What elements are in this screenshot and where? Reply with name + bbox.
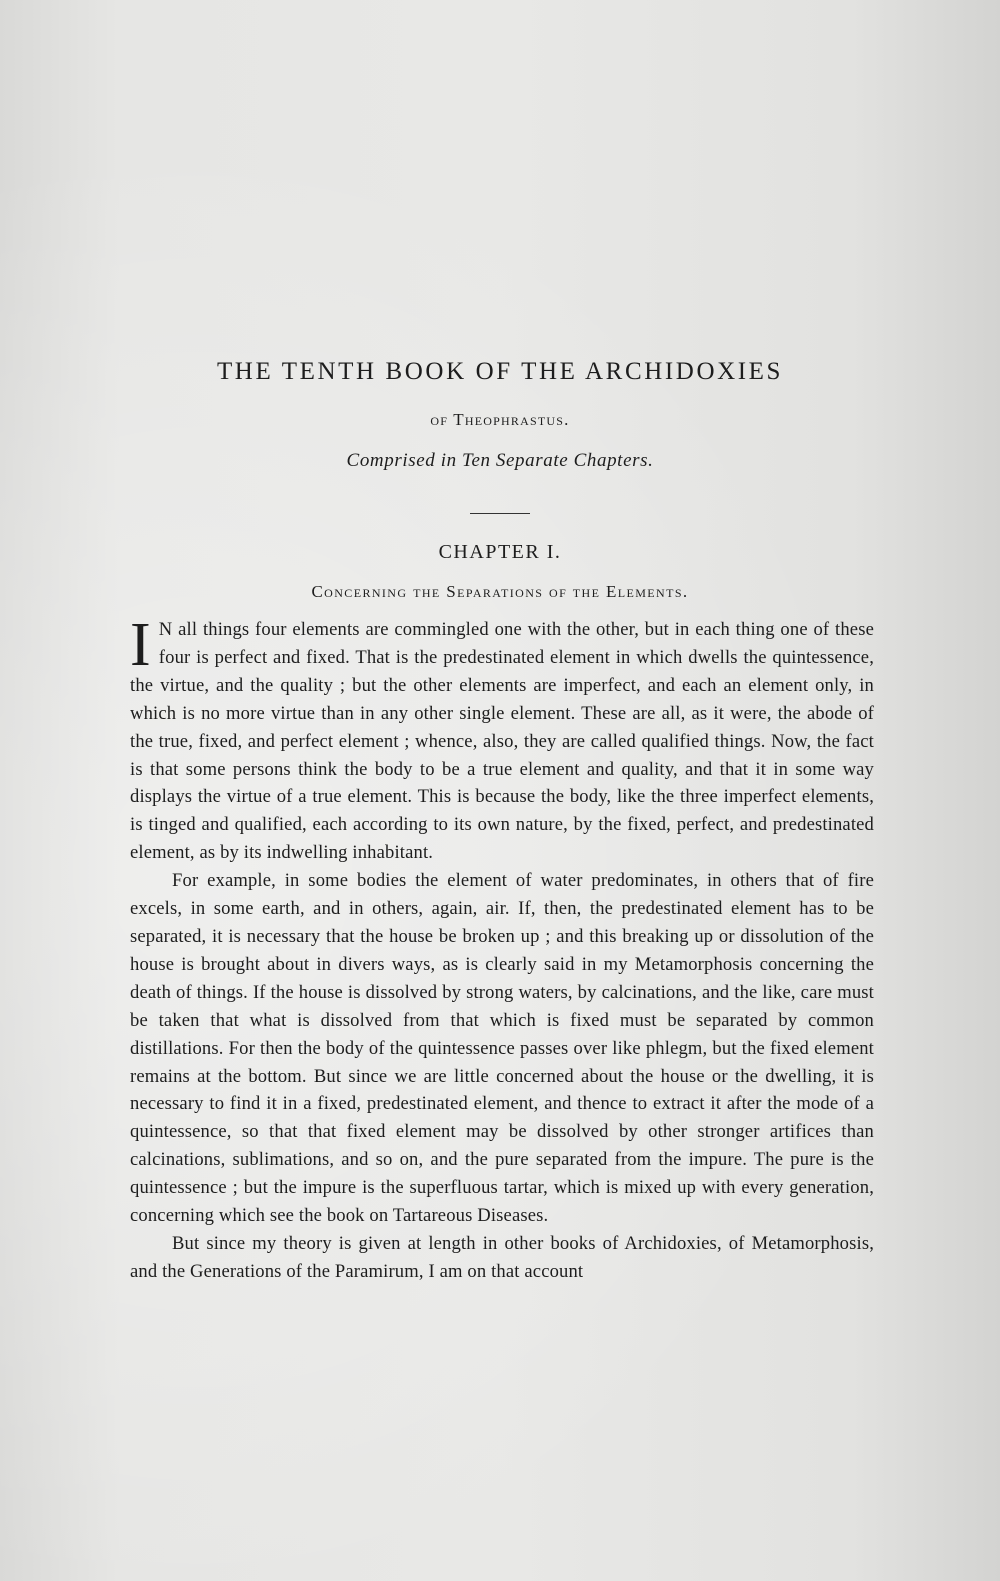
chapter-heading: CHAPTER I. (438, 541, 562, 563)
chapter-subheading: Concerning the Separations of the Elements. (311, 582, 689, 601)
chapter-body (130, 611, 874, 1286)
drop-cap: I (130, 611, 151, 679)
section-divider (470, 513, 530, 514)
book-title: THE TENTH BOOK OF THE ARCHIDOXIES (216, 358, 784, 385)
paragraph-1 (130, 611, 874, 867)
paragraph-3: But since my theory is given at length in other books of Archidoxies, of Metamorphosis, and the Generations of the Paramirum, I am on that account (130, 1232, 874, 1282)
paragraph-1-text: N all things four elements are commingled one with the other, but in each thing one of these four is perfect and fixed. That is the predestinated element in which dwells the quintessence, the virtue, and the quality ; but the other elements are imperfect, and each an element only, in which is no more virtue than in any other single element. These are all, as it were, the abode of the true, fixed, and perfect element ; whence, also, they are called qualified things. Now, the fact is that some persons think the body to be a true element and quality, and that it in some way displays the virtue of a true element. This is because the body, like the three imperfect elements, is tinged and qualified, each according to its own nature, by the fixed, perfect, and predestinated element, as by its indwelling inhabitant. (130, 619, 874, 864)
book-tagline: Comprised in Ten Separate Chapters. (346, 450, 654, 471)
paragraph-2: For example, in some bodies the element of water predominates, in others that of fire excels, in some earth, and in others, again, air. If, then, the predestinated element has to be separated, it is necessary that the house be broken up ; and this breaking up or dissolution of the house is brought about in divers ways, as is clearly said in my Metamorphosis concerning the death of things. If the house is dissolved by strong waters, by calcinations, and the like, care must be taken that what is dissolved from that which is fixed must be separated by common distillations. For then the body of the quintessence passes over like phlegm, but the fixed element remains at the bottom. But since we are little concerned about the house or the dwelling, it is necessary to find it in a fixed, predestinated element, and thence to extract it after the mode of a quintessence, so that that fixed element may be dissolved by other stronger artifices than calcinations, sublimations, and so on, and the pure separated from the impure. The pure is the quintessence ; but the impure is the superfluous tartar, which is mixed up with every generation, concerning which see the book on Tartareous Diseases. (130, 870, 874, 1227)
book-subtitle: of Theophrastus. (430, 410, 570, 429)
